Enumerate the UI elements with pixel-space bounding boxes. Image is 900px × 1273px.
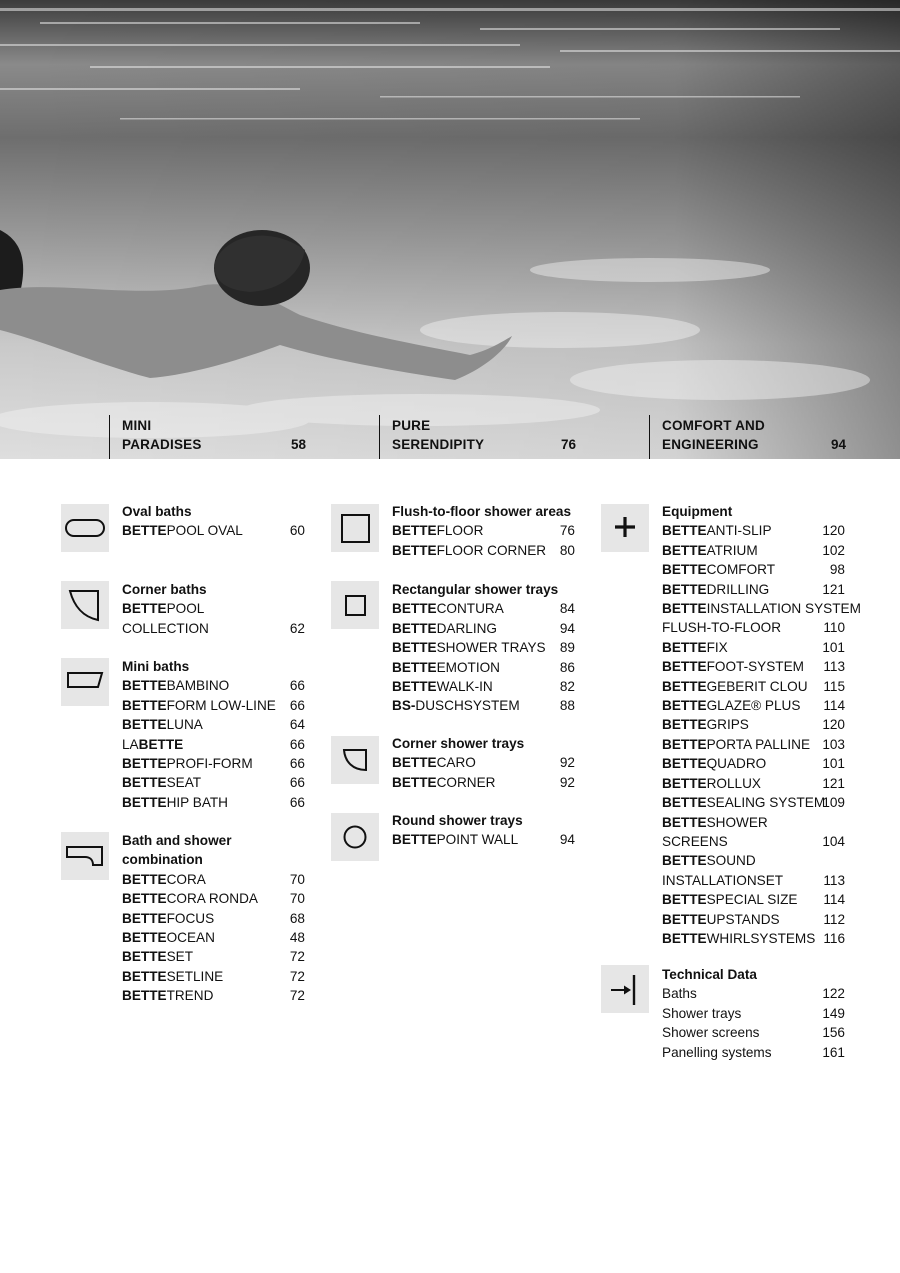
section-heading: Round shower trays bbox=[392, 813, 523, 828]
list-item[interactable] bbox=[392, 521, 575, 540]
product-name: EMOTION bbox=[436, 659, 500, 675]
page-number: 92 bbox=[559, 774, 575, 790]
list-item[interactable] bbox=[662, 715, 845, 734]
list-item[interactable] bbox=[662, 1004, 845, 1023]
page-number: 89 bbox=[559, 640, 575, 656]
section-flush-floor-shower-areas bbox=[392, 502, 575, 560]
product-name: CORA RONDA bbox=[166, 891, 258, 907]
list-item[interactable] bbox=[662, 793, 845, 812]
product-name: CARO bbox=[436, 755, 476, 771]
brand: BETTE bbox=[662, 756, 707, 772]
product-name: ROLLUX bbox=[706, 775, 761, 791]
chapter-title-line-1: MINI bbox=[122, 418, 152, 433]
page-number: 102 bbox=[822, 542, 845, 558]
list-item[interactable] bbox=[392, 638, 575, 657]
item-name: Panelling systems bbox=[662, 1044, 772, 1060]
brand: BETTE bbox=[662, 930, 707, 946]
list-item[interactable] bbox=[662, 618, 845, 637]
brand: BETTE bbox=[662, 736, 707, 752]
page-number: 156 bbox=[822, 1025, 845, 1041]
page-number: 72 bbox=[289, 968, 305, 984]
list-item[interactable] bbox=[662, 1023, 845, 1042]
brand: BETTE bbox=[662, 523, 707, 539]
brand: BETTE bbox=[662, 775, 707, 791]
product-name: BAMBINO bbox=[166, 678, 230, 694]
page-number: 70 bbox=[289, 891, 305, 907]
brand: BETTE bbox=[662, 795, 707, 811]
page-number: 109 bbox=[822, 795, 845, 811]
product-name: GRIPS bbox=[706, 717, 749, 733]
mini-bath-icon bbox=[61, 658, 109, 706]
list-item[interactable] bbox=[662, 580, 845, 599]
list-item[interactable] bbox=[392, 696, 575, 715]
list-item[interactable] bbox=[392, 658, 575, 677]
list-item[interactable] bbox=[122, 793, 305, 812]
list-item[interactable] bbox=[662, 560, 845, 579]
page-number: 120 bbox=[822, 523, 845, 539]
product-name: TREND bbox=[166, 988, 214, 1004]
page-number: 86 bbox=[559, 659, 575, 675]
section-heading: Technical Data bbox=[662, 967, 757, 982]
brand: BETTE bbox=[392, 679, 437, 695]
section-technical-data bbox=[662, 965, 845, 1062]
list-item[interactable] bbox=[122, 619, 305, 638]
page-number: 80 bbox=[559, 542, 575, 558]
product-name: SOUND bbox=[706, 853, 756, 869]
list-item[interactable] bbox=[662, 521, 845, 540]
page-number: 82 bbox=[559, 679, 575, 695]
product-name: COLLECTION bbox=[122, 620, 209, 636]
product-name: DARLING bbox=[436, 620, 497, 636]
list-item[interactable] bbox=[662, 599, 861, 618]
page-number: 66 bbox=[289, 697, 305, 713]
list-item[interactable] bbox=[662, 832, 845, 851]
brand: BETTE bbox=[662, 814, 707, 830]
page-number: 94 bbox=[559, 620, 575, 636]
brand: BETTE bbox=[122, 891, 167, 907]
chapter-title-line-2: ENGINEERING bbox=[662, 437, 759, 452]
section-mini-baths bbox=[122, 657, 305, 812]
brand: BETTE bbox=[662, 717, 707, 733]
product-name: FLUSH-TO-FLOOR bbox=[662, 620, 782, 636]
brand: BETTE bbox=[122, 523, 167, 539]
list-item[interactable] bbox=[662, 851, 845, 870]
corner-bath-icon bbox=[61, 581, 109, 629]
list-item[interactable] bbox=[122, 773, 305, 792]
brand: BETTE bbox=[392, 620, 437, 636]
page-number: 101 bbox=[822, 756, 845, 772]
page-number: 104 bbox=[822, 833, 845, 849]
list-item[interactable] bbox=[122, 947, 305, 966]
brand: BETTE bbox=[392, 832, 437, 848]
brand: BS- bbox=[392, 698, 416, 714]
technical-data-icon bbox=[601, 965, 649, 1013]
product-name: HIP BATH bbox=[166, 794, 228, 810]
item-name: Shower screens bbox=[662, 1025, 760, 1041]
brand: BETTE bbox=[392, 755, 437, 771]
section-rectangular-shower-trays bbox=[392, 580, 575, 716]
hero-photo-drawing bbox=[0, 0, 900, 459]
page-number: 121 bbox=[822, 581, 845, 597]
page-number: 48 bbox=[289, 930, 305, 946]
list-item[interactable] bbox=[662, 910, 845, 929]
brand: BETTE bbox=[122, 775, 167, 791]
list-item[interactable] bbox=[392, 541, 575, 560]
product-name: OCEAN bbox=[166, 930, 215, 946]
section-heading: Rectangular shower trays bbox=[392, 582, 559, 597]
brand: BETTE bbox=[662, 698, 707, 714]
brand: BETTE bbox=[122, 949, 167, 965]
hero-photo-underwater-swimmer bbox=[0, 0, 900, 459]
page-number: 66 bbox=[289, 794, 305, 810]
page-number: 115 bbox=[823, 678, 845, 694]
brand: BETTE bbox=[662, 892, 707, 908]
brand: BETTE bbox=[138, 736, 184, 752]
page-number: 72 bbox=[289, 988, 305, 1004]
list-item[interactable] bbox=[122, 928, 305, 947]
chapter-title-line-1: PURE bbox=[392, 418, 431, 433]
brand: BETTE bbox=[122, 968, 167, 984]
page-number: 66 bbox=[289, 775, 305, 791]
brand: BETTE bbox=[122, 910, 167, 926]
page-number: 72 bbox=[289, 949, 305, 965]
product-name: INSTALLATIONSET bbox=[662, 872, 784, 888]
product-name: DRILLING bbox=[706, 581, 770, 597]
list-item[interactable] bbox=[662, 929, 845, 948]
chapter-title-line-2: SERENDIPITY bbox=[392, 437, 485, 452]
product-name: WALK-IN bbox=[436, 679, 493, 695]
chapter-pure-serendipity[interactable] bbox=[379, 415, 576, 459]
brand: BETTE bbox=[122, 871, 167, 887]
page-number: 110 bbox=[823, 620, 845, 636]
product-name: QUADRO bbox=[706, 756, 767, 772]
product-name: SCREENS bbox=[662, 833, 728, 849]
page-number: 101 bbox=[822, 639, 845, 655]
page-number: 66 bbox=[289, 736, 305, 752]
bath-shower-icon bbox=[61, 832, 109, 880]
list-item[interactable] bbox=[662, 871, 845, 890]
brand: BETTE bbox=[662, 639, 707, 655]
list-item[interactable] bbox=[122, 735, 305, 754]
page-number: 116 bbox=[823, 930, 845, 946]
chapter-title-line-1: COMFORT AND bbox=[662, 418, 765, 433]
corner-tray-icon bbox=[331, 736, 379, 784]
product-name: ATRIUM bbox=[706, 542, 758, 558]
list-item[interactable] bbox=[662, 541, 845, 560]
brand: BETTE bbox=[662, 542, 707, 558]
product-name: ANTI-SLIP bbox=[706, 523, 772, 539]
page-number: 112 bbox=[823, 911, 845, 927]
round-tray-icon bbox=[331, 813, 379, 861]
list-item[interactable] bbox=[662, 638, 845, 657]
page-number: 84 bbox=[559, 601, 575, 617]
section-heading: Oval baths bbox=[122, 504, 192, 519]
list-item[interactable] bbox=[392, 599, 575, 618]
list-item[interactable] bbox=[122, 967, 305, 986]
list-item[interactable] bbox=[122, 676, 305, 695]
product-name: SPECIAL SIZE bbox=[706, 892, 798, 908]
section-corner-baths bbox=[122, 580, 305, 638]
list-item[interactable] bbox=[662, 677, 845, 696]
page-number: 66 bbox=[289, 756, 305, 772]
section-heading: Corner shower trays bbox=[392, 736, 525, 751]
product-name: COMFORT bbox=[706, 562, 776, 578]
product-name: UPSTANDS bbox=[706, 911, 780, 927]
product-name: SETLINE bbox=[166, 968, 224, 984]
brand: BETTE bbox=[662, 678, 707, 694]
brand: BETTE bbox=[122, 717, 167, 733]
brand: BETTE bbox=[392, 601, 437, 617]
chapter-page-number: 58 bbox=[290, 437, 306, 452]
list-item[interactable] bbox=[122, 754, 305, 773]
product-name: LUNA bbox=[166, 717, 203, 733]
brand: BETTE bbox=[392, 774, 437, 790]
section-heading-line-1: Bath and shower bbox=[122, 833, 232, 848]
oval-bath-icon bbox=[61, 504, 109, 552]
list-item[interactable] bbox=[662, 890, 845, 909]
list-item[interactable] bbox=[122, 870, 305, 889]
product-name: FOOT-SYSTEM bbox=[706, 659, 804, 675]
page-number: 60 bbox=[289, 523, 305, 539]
product-name: CONTURA bbox=[436, 601, 504, 617]
list-item[interactable] bbox=[662, 1043, 845, 1062]
page-number: 98 bbox=[829, 562, 845, 578]
chapter-page-number: 94 bbox=[830, 437, 846, 452]
product-name: FORM LOW-LINE bbox=[166, 697, 276, 713]
page-number: 88 bbox=[559, 698, 575, 714]
chapter-title-line-2: PARADISES bbox=[122, 437, 202, 452]
list-item[interactable] bbox=[662, 696, 845, 715]
section-heading-line-2: combination bbox=[122, 852, 203, 868]
page-number: 149 bbox=[822, 1005, 845, 1021]
section-corner-shower-trays bbox=[392, 734, 575, 792]
product-name: POINT WALL bbox=[436, 832, 519, 848]
plus-icon bbox=[601, 504, 649, 552]
chapter-comfort-engineering[interactable] bbox=[649, 415, 846, 459]
page-number: 68 bbox=[289, 910, 305, 926]
page-number: 121 bbox=[822, 775, 845, 791]
page-number: 92 bbox=[559, 755, 575, 771]
product-name: FLOOR bbox=[436, 523, 484, 539]
list-item[interactable] bbox=[662, 735, 845, 754]
flush-floor-icon bbox=[331, 504, 379, 552]
list-item[interactable] bbox=[662, 984, 845, 1003]
chapter-page-number: 76 bbox=[560, 437, 576, 452]
brand: BETTE bbox=[122, 697, 167, 713]
list-item[interactable] bbox=[662, 754, 845, 773]
page-number: 114 bbox=[823, 698, 845, 714]
brand: BETTE bbox=[662, 601, 707, 617]
section-round-shower-trays bbox=[392, 811, 575, 850]
product-name: WHIRLSYSTEMS bbox=[706, 930, 816, 946]
section-bath-shower-combination bbox=[122, 831, 305, 1006]
section-oval-baths bbox=[122, 502, 305, 541]
brand: BETTE bbox=[662, 659, 707, 675]
page-number: 62 bbox=[289, 620, 305, 636]
list-item[interactable] bbox=[122, 696, 305, 715]
page-number: 113 bbox=[823, 872, 845, 888]
rectangular-tray-icon bbox=[331, 581, 379, 629]
list-item[interactable] bbox=[392, 830, 575, 849]
brand: BETTE bbox=[662, 853, 707, 869]
brand: BETTE bbox=[122, 794, 167, 810]
list-item[interactable] bbox=[392, 753, 575, 772]
list-item[interactable] bbox=[122, 889, 305, 908]
page-number: 122 bbox=[822, 986, 845, 1002]
page-number: 64 bbox=[289, 717, 305, 733]
brand: BETTE bbox=[392, 659, 437, 675]
item-name: Baths bbox=[662, 986, 697, 1002]
section-equipment bbox=[662, 502, 861, 948]
product-name: SHOWER bbox=[706, 814, 768, 830]
page-number: 94 bbox=[559, 832, 575, 848]
product-name: CORA bbox=[166, 871, 206, 887]
product-name: PROFI-FORM bbox=[166, 756, 253, 772]
brand: BETTE bbox=[122, 756, 167, 772]
list-item[interactable] bbox=[122, 599, 305, 618]
product-name: FIX bbox=[706, 639, 728, 655]
list-item[interactable] bbox=[392, 773, 575, 792]
page-number: 66 bbox=[289, 678, 305, 694]
product-name: INSTALLATION SYSTEM bbox=[706, 601, 861, 617]
item-name: Shower trays bbox=[662, 1005, 742, 1021]
list-item[interactable] bbox=[662, 774, 845, 793]
page-number: 70 bbox=[289, 871, 305, 887]
section-heading: Equipment bbox=[662, 504, 733, 519]
product-name: SHOWER TRAYS bbox=[436, 640, 546, 656]
list-item[interactable] bbox=[122, 715, 305, 734]
brand: BETTE bbox=[662, 911, 707, 927]
page-number: 113 bbox=[823, 659, 845, 675]
list-item[interactable] bbox=[122, 909, 305, 928]
product-name: FOCUS bbox=[166, 910, 215, 926]
brand: BETTE bbox=[122, 930, 167, 946]
list-item[interactable] bbox=[392, 619, 575, 638]
product-name: DUSCHSYSTEM bbox=[415, 698, 520, 714]
brand: BETTE bbox=[662, 581, 707, 597]
product-name: GEBERIT CLOU bbox=[706, 678, 808, 694]
list-item[interactable] bbox=[122, 986, 305, 1005]
page-number: 161 bbox=[822, 1044, 845, 1060]
list-item[interactable] bbox=[392, 677, 575, 696]
section-heading: Flush-to-floor shower areas bbox=[392, 504, 572, 519]
brand: BETTE bbox=[392, 523, 437, 539]
brand: BETTE bbox=[122, 678, 167, 694]
brand: BETTE bbox=[392, 640, 437, 656]
brand: BETTE bbox=[122, 601, 167, 617]
product-prefix: LA bbox=[122, 736, 139, 752]
brand: BETTE bbox=[392, 542, 437, 558]
page-number: 114 bbox=[823, 892, 845, 908]
product-name: POOL bbox=[166, 601, 205, 617]
page-number: 120 bbox=[822, 717, 845, 733]
chapter-mini-paradises[interactable] bbox=[109, 415, 306, 459]
list-item[interactable] bbox=[662, 813, 845, 832]
brand: BETTE bbox=[662, 562, 707, 578]
section-heading: Mini baths bbox=[122, 659, 190, 674]
product-name: POOL OVAL bbox=[166, 523, 243, 539]
product-name: SEAT bbox=[166, 775, 202, 791]
page-number: 103 bbox=[822, 736, 845, 752]
product-name: SET bbox=[166, 949, 193, 965]
brand: BETTE bbox=[122, 988, 167, 1004]
product-name: FLOOR CORNER bbox=[436, 542, 547, 558]
page-number: 76 bbox=[559, 523, 575, 539]
product-name: PORTA PALLINE bbox=[706, 736, 811, 752]
list-item[interactable] bbox=[662, 657, 845, 676]
product-name: CORNER bbox=[436, 774, 496, 790]
product-name: GLAZE® PLUS bbox=[706, 698, 801, 714]
section-heading: Corner baths bbox=[122, 582, 207, 597]
list-item[interactable] bbox=[122, 521, 305, 540]
product-name: SEALING SYSTEM bbox=[706, 795, 826, 811]
